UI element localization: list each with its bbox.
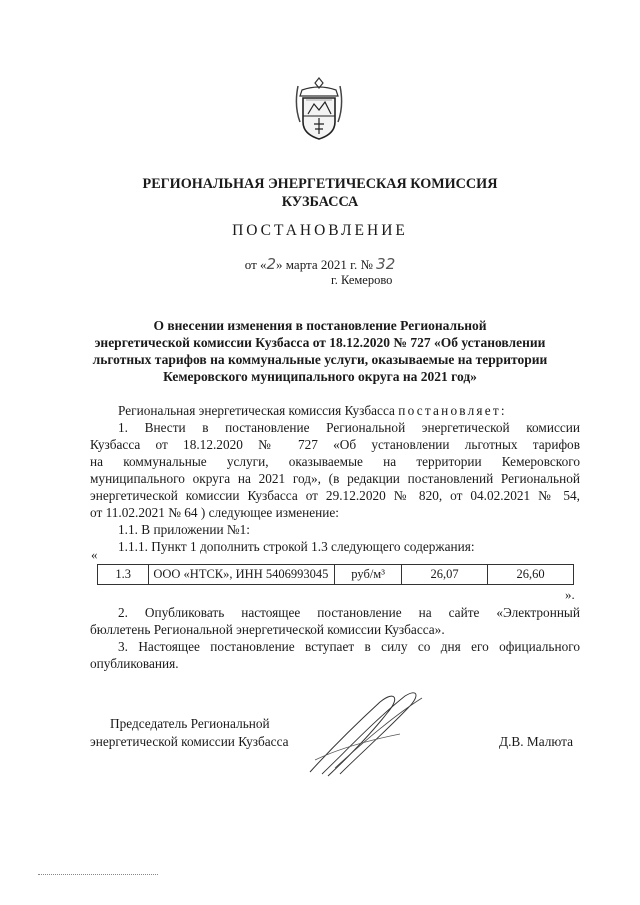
document-number-handwritten: 32 [376, 255, 396, 273]
coat-of-arms-icon [294, 76, 344, 142]
paragraph-3-line-2: опубликования. [90, 656, 179, 671]
document-date [0, 255, 640, 273]
city: г. Кемерово [331, 273, 393, 287]
cell-tariff-1: 26,07 [402, 565, 488, 585]
quote-close: ». [565, 587, 575, 602]
paragraph-1-line-6: от 11.02.2021 № 64 ) следующее изменение: [90, 505, 339, 520]
paragraph-1-line-4: муниципального округа на 2021 год», (в редакции постановлений Региональной [90, 471, 580, 486]
paragraph-1-line-5: энергетической комиссии Кузбасса от 29.12.2020 № 820, от 04.02.2021 № 54, [90, 488, 580, 503]
document-type: ПОСТАНОВЛЕНИЕ [232, 222, 408, 239]
footer-divider [38, 874, 158, 875]
date-day-handwritten: 2 [266, 255, 277, 273]
preamble [118, 403, 580, 420]
signatory-title-line-1: Председатель Региональной [110, 716, 270, 731]
organization-line-1: РЕГИОНАЛЬНАЯ ЭНЕРГЕТИЧЕСКАЯ КОМИССИЯ [142, 176, 498, 192]
cell-organization: ООО «НТСК», ИНН 5406993045 [149, 565, 335, 585]
paragraph-1-1-1: 1.1.1. Пункт 1 дополнить строкой 1.3 следующего содержания: [118, 539, 475, 554]
subject-line-3: льготных тарифов на коммунальные услуги, оказываемые на территории [92, 352, 548, 367]
table-row [98, 565, 574, 585]
paragraph-1-1: 1.1. В приложении №1: [118, 522, 250, 537]
paragraph-1-line-1: 1. Внести в постановление Региональной энергетической комиссии [118, 420, 580, 435]
subject-line-2: энергетической комиссии Кузбасса от 18.12.2020 № 727 «Об установлении [94, 335, 546, 350]
paragraph-1-line-3: на коммунальные услуги, оказываемые на территории Кемеровского [90, 454, 580, 469]
paragraph-2-line-2: бюллетень Региональной энергетической комиссии Кузбасса». [90, 622, 445, 637]
cell-number: 1.3 [98, 565, 149, 585]
cell-unit: руб/м³ [335, 565, 402, 585]
organization-line-2: КУЗБАССА [281, 194, 359, 210]
date-prefix: от « [244, 257, 267, 272]
signatory-title [90, 715, 289, 751]
date-mid: » марта 2021 г. № [276, 257, 373, 272]
handwritten-signature-icon [300, 690, 440, 780]
paragraph-2-line-1: 2. Опубликовать настоящее постановление на сайте «Электронный [118, 605, 580, 620]
preamble-text: Региональная энергетическая комиссия Кузбасса [118, 403, 395, 418]
subject-line-4: Кемеровского муниципального округа на 2021 год» [163, 369, 477, 384]
quote-open: « [91, 547, 98, 562]
cell-tariff-2: 26,60 [488, 565, 574, 585]
organization-title [0, 175, 640, 211]
preamble-verb: постановляет: [398, 403, 507, 418]
signatory-name: Д.В. Малюта [499, 734, 574, 749]
amendment-table [97, 564, 574, 585]
signatory-title-line-2: энергетической комиссии Кузбасса [90, 734, 289, 749]
paragraph-3-line-1: 3. Настоящее постановление вступает в силу со дня его официального [118, 639, 580, 654]
paragraph-1-line-2: Кузбасса от 18.12.2020 № 727 «Об установлении льготных тарифов [90, 437, 580, 452]
document-subject [0, 317, 640, 385]
subject-line-1: О внесении изменения в постановление Региональной [153, 318, 487, 333]
